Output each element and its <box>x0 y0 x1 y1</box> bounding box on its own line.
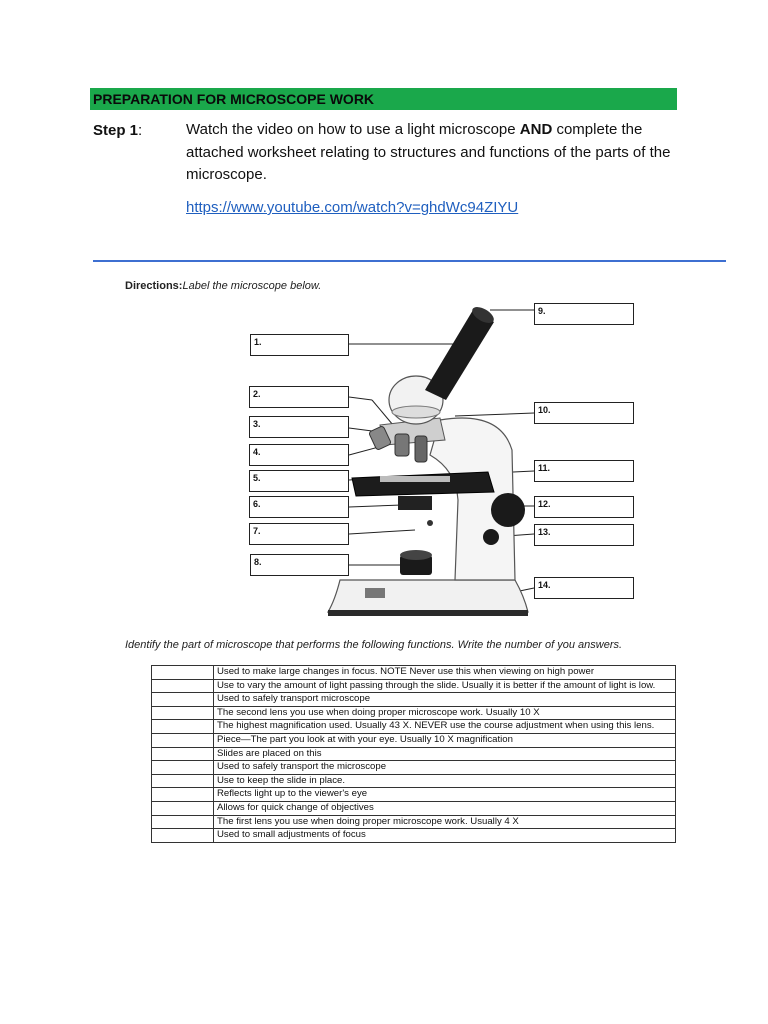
table-row <box>152 801 676 815</box>
answer-cell[interactable] <box>152 788 214 802</box>
answer-cell[interactable] <box>152 815 214 829</box>
answer-cell[interactable] <box>152 801 214 815</box>
section-title: PREPARATION FOR MICROSCOPE WORK <box>90 88 677 110</box>
table-row <box>152 666 676 680</box>
label-box-2[interactable]: 2. <box>249 386 349 408</box>
answer-cell[interactable] <box>152 761 214 775</box>
step-text-before: Watch the video on how to use a light microscope <box>186 121 520 138</box>
step-label-text: Step 1 <box>93 122 139 139</box>
step-text-after: complete the attached worksheet relating to structures and functions of the parts of the microscope. <box>186 121 671 183</box>
table-row <box>152 761 676 775</box>
function-description: Used to safely transport the microscope <box>214 761 676 775</box>
label-box-13[interactable]: 13. <box>534 524 634 546</box>
label-box-6[interactable]: 6. <box>249 496 349 518</box>
label-box-10[interactable]: 10. <box>534 402 634 424</box>
answer-cell[interactable] <box>152 829 214 843</box>
table-row <box>152 788 676 802</box>
label-box-5[interactable]: 5. <box>249 470 349 492</box>
table-row <box>152 747 676 761</box>
functions-table <box>151 665 676 843</box>
function-description: Piece—The part you look at with your eye. Usually 10 X magnification <box>214 733 676 747</box>
label-box-12[interactable]: 12. <box>534 496 634 518</box>
function-description: Reflects light up to the viewer's eye <box>214 788 676 802</box>
function-description: Use to vary the amount of light passing through the slide. Usually it is better if the amount of light is low. <box>214 679 676 693</box>
label-box-11[interactable]: 11. <box>534 460 634 482</box>
answer-cell[interactable] <box>152 706 214 720</box>
label-box-7[interactable]: 7. <box>249 523 349 545</box>
function-description: The highest magnification used. Usually 43 X. NEVER use the course adjustment when using this lens. <box>214 720 676 734</box>
table-row <box>152 829 676 843</box>
label-box-9[interactable]: 9. <box>534 303 634 325</box>
step-label-colon: : <box>138 122 143 139</box>
function-description: Slides are placed on this <box>214 747 676 761</box>
function-description: The second lens you use when doing proper microscope work. Usually 10 X <box>214 706 676 720</box>
answer-cell[interactable] <box>152 693 214 707</box>
directions-text: Label the microscope below. <box>182 280 322 292</box>
table-row <box>152 720 676 734</box>
step-text-bold: AND <box>519 121 553 138</box>
table-row <box>152 774 676 788</box>
answer-cell[interactable] <box>152 733 214 747</box>
table-row <box>152 815 676 829</box>
function-description: Use to keep the slide in place. <box>214 774 676 788</box>
label-box-4[interactable]: 4. <box>249 444 349 466</box>
function-description: The first lens you use when doing proper microscope work. Usually 4 X <box>214 815 676 829</box>
table-row <box>152 679 676 693</box>
video-link[interactable]: https://www.youtube.com/watch?v=ghdWc94ZIYU <box>186 199 519 216</box>
answer-cell[interactable] <box>152 747 214 761</box>
label-box-8[interactable]: 8. <box>250 554 349 576</box>
table-row <box>152 693 676 707</box>
function-description: Used to make large changes in focus. NOTE Never use this when viewing on high power <box>214 666 676 680</box>
answer-cell[interactable] <box>152 774 214 788</box>
answer-cell[interactable] <box>152 720 214 734</box>
identify-instructions: Identify the part of microscope that performs the following functions. Write the number of you answers. <box>125 639 623 651</box>
table-row <box>152 733 676 747</box>
answer-cell[interactable] <box>152 666 214 680</box>
directions-label: Directions: <box>125 280 183 292</box>
function-description: Allows for quick change of objectives <box>214 801 676 815</box>
function-description: Used to small adjustments of focus <box>214 829 676 843</box>
label-box-14[interactable]: 14. <box>534 577 634 599</box>
table-row <box>152 706 676 720</box>
label-box-1[interactable]: 1. <box>250 334 349 356</box>
function-description: Used to safely transport microscope <box>214 693 676 707</box>
answer-cell[interactable] <box>152 679 214 693</box>
label-box-3[interactable]: 3. <box>249 416 349 438</box>
